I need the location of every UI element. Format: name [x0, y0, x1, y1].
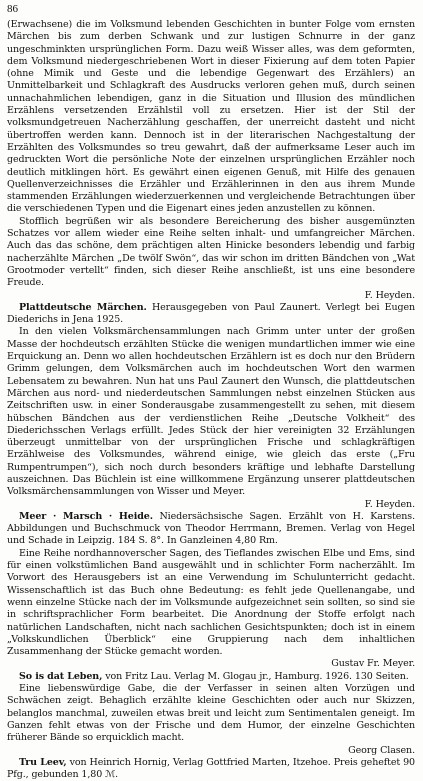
review-entry [7, 302, 415, 327]
signature: F. Heyden. [364, 289, 415, 301]
review-entry [7, 671, 415, 683]
paragraph: Eine liebenswürdige Gabe, die der Verfasser in seinen alten Vorzügen und Schwächen zeigt. Behaglich erzählte kleine Geschichten oder auch nur Skizzen, belanglos manchmal, zuweilen etwas breit und leicht zum Sentimentalen geneigt. Im Ganzen fehlt etwas von der Frische und dem Humor, der einzelne Geschichten früherer Bände so erquicklich macht. [7, 683, 415, 744]
review-lead: von Heinrich Hornig, Verlag Gottfried Marten, Itzehoe. Preis geheftet 90 Pfg., gebunden 1,80 ℳ. [7, 756, 415, 781]
review-entry [7, 511, 415, 548]
paragraph: In den vielen Volksmärchensammlungen nach Grimm unter unter der großen Masse der hochdeutsch erzählten Stücke die wenigen mundartlichen immer wie eine Erquickung an. Denn wo allen hochdeutschen Erzählern ist es doch nur den Brüdern Grimm gelungen, dem Volksmärchen auch im hochdeutschen Wort den warmen Lebensatem zu bewahren. Nun hat uns Paul Zaunert den Wunsch, die plattdeutschen Märchen aus nord- und niederdeutschen Sammlungen nebst einzelnen Stücken aus Zeitschriften usw. in einer Sonderausgabe zusammengestellt zu sehen, mit diesem hübschen Bändchen aus der verdienstlichen Reihe „Deutsche Volkheit“ des Diederichsschen Verlags erfüllt. Jedes Stück der hier vereinigten 32 Erzählungen überzeugt unmittelbar von der ursprünglichen Frische und schlagkräftigen Erzählweise des Volksmundes, während einige, wie gleich das erste („Fru Rumpentrumpen“), sich noch durch besonders kräftige und lebhafte Darstellung auszeichnen. Das Büchlein ist eine willkommene Ergänzung unserer plattdeutschen Volksmärchensammlungen von Wisser und Meyer. [7, 326, 415, 498]
review-entry [7, 757, 415, 781]
signature: F. Heyden. [364, 498, 415, 510]
review-heading: Meer · Marsch · Heide. [19, 510, 153, 522]
paragraph: (Erwachsene) die im Volksmund lebenden Geschichten in bunter Folge vom ernsten Märchen bis zum derben Schwank und zur lustigen Schnurre in der ganz ungeschminkten ursprünglichen Form. Dazu weiß Wisser alles, was dem geformten, dem Volksmund niedergeschriebenen Wort in dieser Fixierung auf dem toten Papier (ohne Mimik und Geste und die lebendige Gegenwart des Erzählers) an Unmittelbarkeit und Schlagkraft des Ausdrucks verloren gehen muß, durch seinen unnachahmlichen lebendigen, ganz in die Situation und Illusion des mündlichen Erzählens versetzenden Erzählstil voll zu ersetzen. Hier ist der Stil der volksmundgetreuen Nacherzählung geschaffen, der unerreicht dasteht und nicht übertroffen werden kann. Dennoch ist in der literarischen Nachgestaltung der Erzählten des Volksmundes so treu gewahrt, daß der aufmerksame Leser auch im gedruckten Wort die persönliche Note der einzelnen ursprünglichen Erzähler noch deutlich mitklingen hört. Es gewährt einen eigenen Genuß, mit Hilfe des genauen Quellenverzeichnisses die Erzähler und Erzählerinnen in den aus ihrem Munde stammenden Erzählungen wiederzuerkennen und vergleichende Betrachtungen über die verschiedenen Typen und die Eigenart eines jeden anzustellen zu können. [7, 19, 415, 215]
signature: Georg Clasen. [348, 744, 415, 756]
review-lead: von Fritz Lau. Verlag M. Glogau jr., Hamburg. 1926. 130 Seiten. [102, 670, 409, 682]
page-body [7, 19, 415, 781]
paragraph: Eine Reihe nordhannoverscher Sagen, des Tieflandes zwischen Elbe und Ems, sind für einen volkstümlichen Band ausgewählt und in schlichter Form nacherzählt. Im Vorwort des Herausgebers ist an eine Verwendung im Schulunterricht gedacht. Wissenschaftlich ist das Buch ohne Bedeutung: es fehlt jede Quellenangabe, und wenn einzelne Stücke nach der im Volksmunde aufgezeichnet sein sollten, so sind sie in schriftsprachlicher Form bearbeitet. Die Anordnung der Stoffe erfolgt nach natürlichen Landschaften, nicht nach sachlichen Gesichtspunkten; doch ist in einem „Volkskundlichen Überblick“ eine Gruppierung nach dem inhaltlichen Zusammenhang der Stücke gemacht worden. [7, 547, 415, 658]
paragraph: Stofflich begrüßen wir als besondere Bereicherung des bisher ausgemünzten Schatzes vor allem wieder eine Reihe selten inhalt- und umfangreicher Märchen. Auch das das schöne, dem prächtigen alten Hinicke besonders lebendig und farbig nacherzählte Märchen „De twölf Swön“, das wir schon im dritten Bändchen von „Wat Grootmoder vertellt“ finden, sich dieser Reihe anschließt, ist uns eine besondere Freude. [7, 215, 415, 289]
review-heading: Tru Leev, [19, 756, 67, 768]
signature: Gustav Fr. Meyer. [331, 658, 415, 670]
review-lead: Herausgegeben von Paul Zaunert. Verlegt bei Eugen Diederichs in Jena 1925. [7, 301, 416, 326]
review-heading: Plattdeutsche Märchen. [19, 301, 147, 313]
review-heading: So is dat Leben, [19, 670, 103, 682]
review-lead: Niedersächsische Sagen. Erzählt von H. Karstens. Abbildungen und Buchschmuck von Theodor Herrmann, Bremen. Verlag von Hegel und Schade in Leipzig. 184 S. 8°. In Ganzleinen 4,80 Rm. [7, 510, 415, 547]
page-number: 86 [7, 3, 18, 15]
